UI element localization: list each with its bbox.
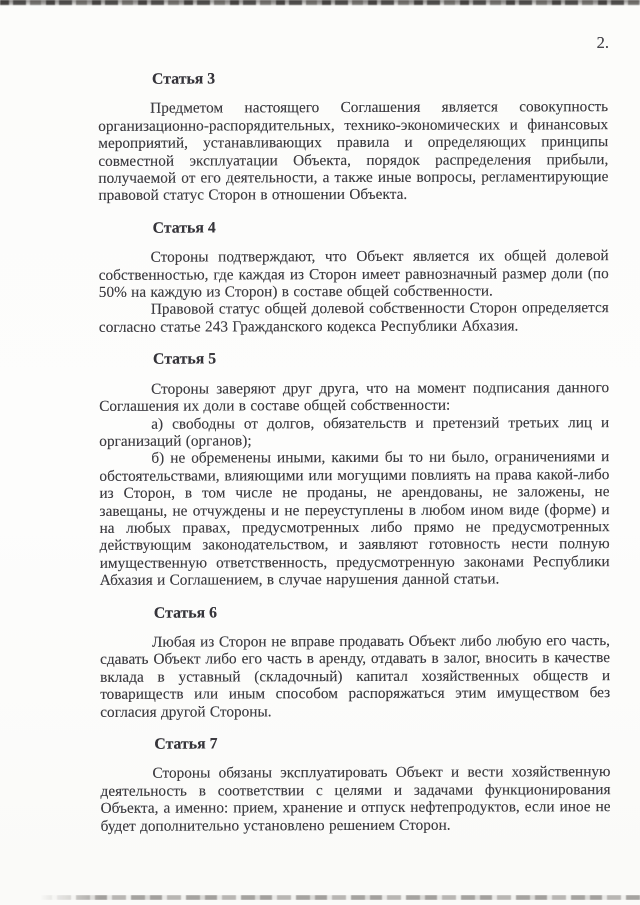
article-paragraph: Предметом настоящего Соглашения является совокупность организационно-распорядительных, технико-экономических и финансовых мероприятий, устанавливающих правила и определяющих принципы совместной эксплуатации Объекта, порядок распределения прибыли, получаемой от его деятельности, а также иные вопросы, регламентирующие правовой статус Сторон в отношении Объекта. (98, 98, 609, 205)
article-paragraph: б) не обременены иными, какими бы то ни было, ограничениями и обстоятельствами, влияющими или могущими повлиять на права какой-либо из Сторон, в том числе не проданы, не арендованы, не заложены, не завещаны, не отчуждены и не переуступлены в любом ином виде (форме) и на любых правах, предусмотренных либо прямо не предусмотренных действующим законодательством, и заявляют готовность нести полную имущественную ответственность, предусмотренную законами Республики Абхазия и Соглашением, в случае нарушения данной статьи. (99, 448, 610, 590)
article-heading: Статья 3 (152, 70, 216, 88)
document-content (98, 69, 611, 835)
scan-edge-top (0, 0, 640, 5)
page-number: 2. (596, 33, 609, 52)
article-7 (100, 734, 610, 835)
article-3 (98, 69, 608, 205)
article-6 (100, 603, 610, 721)
article-paragraph: Правовой статус общей долевой собственности Сторон определяется согласно статье 243 Гражданского кодекса Республики Абхазия. (98, 299, 609, 336)
article-5 (99, 349, 610, 589)
article-4 (99, 218, 609, 336)
article-paragraph: Любая из Сторон не вправе продавать Объект либо любую его часть, сдавать Объект либо его часть в аренду, отдавать в залог, вносить в качестве вклада в уставный (складочный) капитал хозяйственных обществ и товариществ или иным способом распоряжаться этим имуществом без согласия другой Стороны. (100, 632, 611, 721)
article-paragraph: а) свободны от долгов, обязательств и претензий третьих лиц и организаций (органов); (99, 413, 610, 450)
article-heading: Статья 6 (153, 604, 218, 622)
article-heading: Статья 5 (152, 350, 217, 368)
article-heading: Статья 7 (154, 735, 218, 753)
article-paragraph: Стороны заверяют друг друга, что на момент подписания данного Соглашения их доли в составе общей собственности: (99, 378, 610, 415)
article-paragraph: Стороны обязаны эксплуатировать Объект и вести хозяйственную деятельность в соответствии с целями и задачами функционирования Объекта, а именно: прием, хранение и отпуск нефтепродуктов, если иное не будет дополнительно установлено решением Сторон. (100, 763, 611, 835)
article-heading: Статья 4 (152, 219, 216, 237)
article-paragraph: Стороны подтверждают, что Объект является их общей долевой собственностью, где каждая из Сторон имеет равнозначный размер доли (по 50% на каждую из Сторон) в составе общей собственности. (98, 247, 609, 301)
scan-edge-bottom (40, 895, 640, 900)
